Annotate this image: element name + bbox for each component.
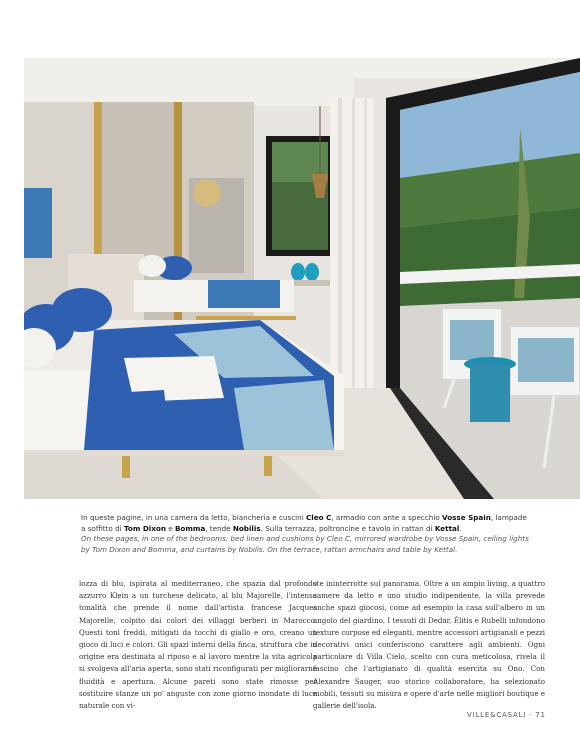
bedroom-illustration [24, 58, 580, 499]
curtain [330, 98, 374, 388]
caption-text: , lampade a soffitto di [81, 513, 527, 533]
caption-text: . [459, 523, 462, 533]
caption-text: e [165, 523, 175, 533]
caption-text: , armadio con ante a specchio [331, 513, 443, 522]
page-folio: VILLE&CASALI · 71 [467, 711, 546, 719]
caption-italian [81, 513, 527, 533]
bedroom-photo [24, 58, 580, 499]
photo-caption [81, 513, 531, 555]
caption-brand-name: Kettal [434, 523, 460, 533]
caption-brand-name: Tom Dixon [123, 523, 166, 533]
caption-brand-name: Nobilis [232, 523, 261, 533]
article-column-right: ste ininterrotte sul panorama. Oltre a un ampio living, a quattro camere da letto e uno studio indipendente, la villa prevede anche spazi giocosi, come ad esempio la casa sull'albero in un angolo del giardino. I tessuti di Dedar, Élitis e Rubelli infondono texture corpose ed eleganti, mentre accessori artigianali e pezzi decorativi unici conferiscono carattere agli ambienti. Ogni particolare di Villa Cielo, scelto con cura meticolosa, rivela il fascino che l'artigianato di qualità esercita su Ono. Con Alexandre Sauger, suo storico collaboratore, ha selezionato mobili, tessuti su misura e opere d'arte nelle migliori boutique e gallerie dell'isola. [313, 579, 545, 711]
caption-text: . Sulla terrazza, poltroncine e tavolo in rattan di [260, 523, 435, 533]
caption-brand-name: Cleo C [306, 513, 332, 522]
caption-brand-name: Vosse Spain [442, 513, 491, 522]
caption-text: , tende [205, 523, 233, 533]
caption-english: On these pages, in one of the bedrooms: bed linen and cushions by Cleo C, mirrored wardrobe by Vosse Spain, ceiling lights by Tom Dixon and Bomma, and curtains by Nobilis. On the terrace, rattan armchairs and table by Kettal. [81, 534, 529, 554]
caption-brand-name: Bomma [174, 523, 206, 533]
caption-text: In queste pagine, in una camera da letto, biancheria e cuscini [81, 513, 307, 522]
article-column-left: lozza di blu, ispirata al mediterraneo, che spazia dal profondo azzurro Klein a un turchese delicato, al blu Majorelle, l'intensa tonalità che prende il nome dall'artista francese Jacques Majorelle, colpito dai colori dei villaggi berberi in Marocco. Questi toni freddi, mitigati da tocchi di giallo e oro, creano un gioco di luci e colori. Gli spazi interni della finca, struttura che in origine era destinata al riposo e al lavoro mentre la vita agricola si svolgeva all'aria aperta, sono stati riconfigurati per migliorarne fluidità e apertura. Alcune pareti sono state rimosse per sostituire stanze un po' anguste con zone giorno inondate di luce naturale con vi- [79, 579, 317, 711]
